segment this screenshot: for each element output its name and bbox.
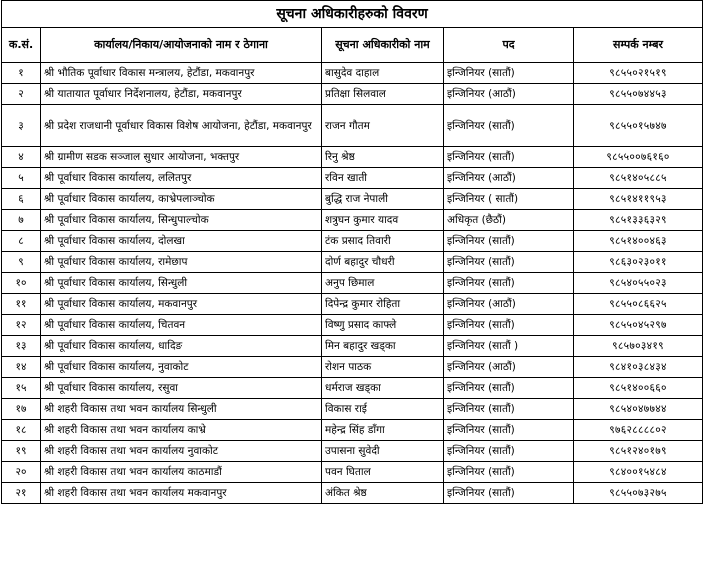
office-cell: श्री पूर्वाधार विकास कार्यालय, रसुवा [41,378,322,399]
officer-cell: अनुप छिमाल [322,273,444,294]
serial-cell: १४ [2,357,41,378]
post-cell: इन्जिनियर (सातौं) [444,441,574,462]
serial-cell: १९ [2,441,41,462]
contact-cell: ९८५१४०५८८५ [574,168,703,189]
contact-cell: ९८५१४००४६३ [574,231,703,252]
officer-cell: विष्णु प्रसाद काफ्ले [322,315,444,336]
office-cell: श्री शहरी विकास तथा भवन कार्यालय सिन्धुली [41,399,322,420]
office-cell: श्री पूर्वाधार विकास कार्यालय, सिन्धुली [41,273,322,294]
officer-cell: धर्मराज खड्का [322,378,444,399]
officer-cell: पवन घिताल [322,462,444,483]
serial-cell: २१ [2,483,41,504]
office-cell: श्री शहरी विकास तथा भवन कार्यालय काभ्रे [41,420,322,441]
table-row [2,441,703,462]
contact-cell: ९८५४०५५०२३ [574,273,703,294]
post-cell: इन्जिनियर (सातौं) [444,147,574,168]
contact-cell: ९८५१४११९५३ [574,189,703,210]
serial-cell: १२ [2,315,41,336]
table-row [2,483,703,504]
contact-cell: ९८५५०४५२९७ [574,315,703,336]
post-cell: इन्जिनियर (सातौं) [444,105,574,147]
officer-cell: बुद्धि राज नेपाली [322,189,444,210]
header-office-name: कार्यालय/निकाय/आयोजनाको नाम र ठेगाना [41,28,322,63]
table-row [2,168,703,189]
contact-cell: ९८४१०३८४३४ [574,357,703,378]
officer-cell: रविन खाती [322,168,444,189]
officer-cell: विकास राई [322,399,444,420]
office-cell: श्री पूर्वाधार विकास कार्यालय, धादिङ [41,336,322,357]
table-row [2,210,703,231]
post-cell: इन्जिनियर (सातौं) [444,315,574,336]
officer-table [1,0,703,504]
table-row [2,399,703,420]
office-cell: श्री पूर्वाधार विकास कार्यालय, चितवन [41,315,322,336]
serial-cell: ११ [2,294,41,315]
table-row [2,273,703,294]
header-contact-number: सम्पर्क नम्बर [574,28,703,63]
contact-cell: ९८५७०३४१९ [574,336,703,357]
serial-cell: ७ [2,210,41,231]
contact-cell: ९८५१४००६६० [574,378,703,399]
officer-cell: दिपेन्द्र कुमार रोहिता [322,294,444,315]
post-cell: इन्जिनियर (सातौं) [444,399,574,420]
office-cell: श्री प्रदेश राजधानी पूर्वाधार विकास विशेष आयोजना, हेटौंडा, मकवानपुर [41,105,322,147]
post-cell: इन्जिनियर (सातौं) [444,420,574,441]
office-cell: श्री यातायात पूर्वाधार निर्देशनालय, हेटौंडा, मकवानपुर [41,84,322,105]
header-officer-name: सूचना अधिकारीको नाम [322,28,444,63]
office-cell: श्री भौतिक पूर्वाधार विकास मन्त्रालय, हेटौंडा, मकवानपुर [41,63,322,84]
post-cell: इन्जिनियर (सातौं) [444,63,574,84]
office-cell: श्री पूर्वाधार विकास कार्यालय, सिन्धुपाल्चोक [41,210,322,231]
table-row [2,105,703,147]
header-serial-number: क.सं. [2,28,41,63]
officer-cell: अंकित श्रेष्ठ [322,483,444,504]
contact-cell: ९८५५०७४४५३ [574,84,703,105]
post-cell: इन्जिनियर (सातौं) [444,252,574,273]
officer-cell: मिन बहादुर खड्का [322,336,444,357]
contact-cell: ९८५५०२१५१९ [574,63,703,84]
table-row [2,63,703,84]
post-cell: इन्जिनियर (सातौं ) [444,336,574,357]
contact-cell: ९८५५००७६१६० [574,147,703,168]
document-title: सूचना अधिकारीहरुको विवरण [2,1,703,28]
serial-cell: ८ [2,231,41,252]
office-cell: श्री पूर्वाधार विकास कार्यालय, ललितपुर [41,168,322,189]
office-cell: श्री शहरी विकास तथा भवन कार्यालय मकवानपुर [41,483,322,504]
post-cell: इन्जिनियर (सातौं) [444,273,574,294]
office-cell: श्री पूर्वाधार विकास कार्यालय, नुवाकोट [41,357,322,378]
post-cell: इन्जिनियर (आठौं) [444,168,574,189]
officer-cell: रिनु श्रेष्ठ [322,147,444,168]
office-cell: श्री शहरी विकास तथा भवन कार्यालय काठमाडौं [41,462,322,483]
officer-cell: बासुदेव दाहाल [322,63,444,84]
header-post: पद [444,28,574,63]
officer-cell: शत्रुघन कुमार यादव [322,210,444,231]
serial-cell: २ [2,84,41,105]
officer-cell: प्रतिक्षा सिलवाल [322,84,444,105]
post-cell: अधिकृत (छैठौं) [444,210,574,231]
office-cell: श्री पूर्वाधार विकास कार्यालय, रामेछाप [41,252,322,273]
serial-cell: ४ [2,147,41,168]
serial-cell: १७ [2,399,41,420]
officer-cell: रोशन पाठक [322,357,444,378]
contact-cell: ९८५५०१५७४७ [574,105,703,147]
table-row [2,231,703,252]
serial-cell: १५ [2,378,41,399]
post-cell: इन्जिनियर (सातौं) [444,231,574,252]
officer-cell: दोर्ण बहादुर चौधरी [322,252,444,273]
contact-cell: ९८५५०८६६२५ [574,294,703,315]
contact-cell: ९८६३०२३०११ [574,252,703,273]
officer-cell: राजन गौतम [322,105,444,147]
table-row [2,462,703,483]
post-cell: इन्जिनियर (आठौं) [444,294,574,315]
serial-cell: १० [2,273,41,294]
table-row [2,378,703,399]
post-cell: इन्जिनियर (आठौं) [444,357,574,378]
table-row [2,420,703,441]
post-cell: इन्जिनियर (आठौं) [444,84,574,105]
contact-cell: ९८५४०४७७४४ [574,399,703,420]
contact-cell: ९८५१३३६३२९ [574,210,703,231]
serial-cell: २० [2,462,41,483]
serial-cell: १३ [2,336,41,357]
table-row [2,147,703,168]
table-row [2,189,703,210]
post-cell: इन्जिनियर (सातौं) [444,462,574,483]
table-row [2,315,703,336]
table-row [2,252,703,273]
serial-cell: १ [2,63,41,84]
officer-cell: उपासना सुवेदी [322,441,444,462]
serial-cell: ९ [2,252,41,273]
post-cell: इन्जिनियर (सातौं) [444,483,574,504]
office-cell: श्री शहरी विकास तथा भवन कार्यालय नुवाकोट [41,441,322,462]
table-row [2,336,703,357]
officer-cell: महेन्द्र सिंह डाँगा [322,420,444,441]
contact-cell: ९८५५०७३२७५ [574,483,703,504]
office-cell: श्री पूर्वाधार विकास कार्यालय, मकवानपुर [41,294,322,315]
post-cell: इन्जिनियर ( सातौं) [444,189,574,210]
office-cell: श्री पूर्वाधार विकास कार्यालय, काभ्रेपलाञ्चोक [41,189,322,210]
contact-cell: ९८५१२४०१७९ [574,441,703,462]
officer-cell: टंक प्रसाद तिवारी [322,231,444,252]
table-row [2,294,703,315]
table-row [2,357,703,378]
table-row [2,84,703,105]
office-cell: श्री ग्रामीण सडक सञ्जाल सुधार आयोजना, भक्तपुर [41,147,322,168]
post-cell: इन्जिनियर (सातौं) [444,378,574,399]
office-cell: श्री पूर्वाधार विकास कार्यालय, दोलखा [41,231,322,252]
contact-cell: ९८४००१५४८४ [574,462,703,483]
serial-cell: ५ [2,168,41,189]
serial-cell: १८ [2,420,41,441]
contact-cell: ९७६२८८८८०२ [574,420,703,441]
serial-cell: ३ [2,105,41,147]
serial-cell: ६ [2,189,41,210]
